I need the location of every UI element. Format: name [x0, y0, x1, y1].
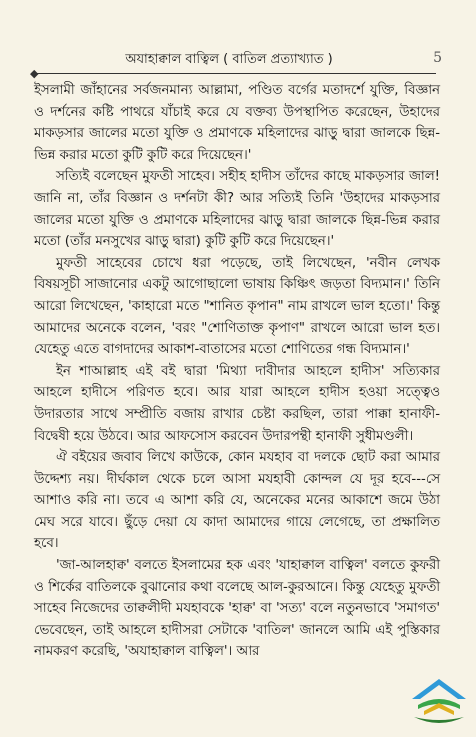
paragraph: মুফতী সাহেবের চোখে ধরা পড়েছে, তাই লিখেছেন, 'নবীন লেখক বিষয়সূচী সাজানোর একটু আগোছালো ভাষায় কিঞ্চিৎ জড়তা বিদ্যমান।' তিনি আরো লিখেছেন, 'কাহারো মতে "শানিত কৃপান" নাম রাখলে ভাল হতো।' কিন্তু আমাদের অনেকে বলেন, 'বরং "শোণিতাক্ত কৃপাণ" রাখলে আরো ভাল হত। যেহেতু এতে বাগদাদের আকাশ-বাতাসের মতো শোণিতের গন্ধ বিদ্যমান।' [34, 255, 440, 358]
rule-ornament-icon: ◆ [30, 67, 39, 80]
paragraph: 'জা-আলহাক্ব' বলতে ইসলামের হক এবং 'যাহাক্বাল বাত্বিল' বলতে কুফরী ও শির্কের বাতিলকে বুঝানোর কথা বলেছে আল-কুরআনে। কিন্তু যেহেতু মুফতী সাহেব নিজেদের তাক্বলীদী মযহাবকে 'হাক্ব' বা 'সত্য' বলে নতুনভাবে 'সমাগত' ভেবেছেন, তাই আহলে হাদীসরা সেটাকে 'বাতিল' জানলে আমি এই পুস্তিকার নামকরণ করেছি, 'অযাহাক্বাল বাত্বিল'। আর [34, 558, 440, 660]
publisher-logo-icon [408, 675, 470, 731]
paragraph: সত্যিই বলেছেন মুফতী সাহেব। সহীহ হাদীস তাঁদের কাছে মাকড়সার জাল! জানি না, তাঁর বিজ্ঞান ও দর্শনটা কী? আর সত্যিই তিনি 'উহাদের মাকড়সার জালের মতো যুক্তি ও প্রমাণকে মহিলাদের ঝাড়ু দ্বারা জালকে ছিন্ন-ভিন্ন করার মতো (তাঁর মনসুখের ঝাড়ু দ্বারা) কুটি কুটি করে দিয়েছেন।' [34, 169, 440, 250]
header-divider [36, 73, 436, 74]
paragraph: ইন শাআল্লাহ এই বই দ্বারা 'মিথ্যা দাবীদার আহলে হাদীস' সত্যিকার আহলে হাদীসে পরিণত হবে। আর যারা আহলে হাদীস হওয়া সত্ত্বেও উদারতার সাথে সম্প্রীতি বজায় রাখার চেষ্টা করছিল, তারা পাক্কা হানাফী-বিদ্বেষী হয়ে উঠবে। আর আফসোস করবেন উদারপন্থী হানাফী সুধীমণ্ডলী। [34, 363, 440, 444]
page-number: 5 [433, 50, 442, 66]
body-text [34, 80, 440, 663]
paragraph: ইসলামী জাঁহানের সর্বজনমান্য আল্লামা, পণ্ডিত বর্গের মতাদর্শে যুক্তি, বিজ্ঞান ও দর্শনের কষ্টি পাথরে যাঁচাই করে যে বক্তব্য উপস্থাপিত করেছেন, উহাদের মাকড়সার জালের মতো যুক্তি ও প্রমাণকে মহিলাদের ঝাড়ু দ্বারা জালকে ছিন্ন-ভিন্ন করার মতো কুটি কুটি করে দিয়েছেন।' [34, 83, 440, 163]
paragraph: ঐ বইয়ের জবাব লিখে কাউকে, কোন মযহাব বা দলকে ছোট করা আমার উদ্দেশ্য নয়। দীর্ঘকাল থেকে চলে আসা মযহাবী কোন্দল যে দূর হবে---সে আশাও করি না। তবে এ আশা করি যে, অনেকের মনের আকাশে জমে উঠা মেঘ সরে যাবে। ছুঁড়ে দেয়া যে কাদা আমাদের গায়ে লেগেছে, তা প্রক্ষালিত হবে। [34, 450, 440, 552]
running-header: অযাহাক্বাল বাত্বিল ( বাতিল প্রত্যাখ্যাত ) [125, 52, 333, 67]
